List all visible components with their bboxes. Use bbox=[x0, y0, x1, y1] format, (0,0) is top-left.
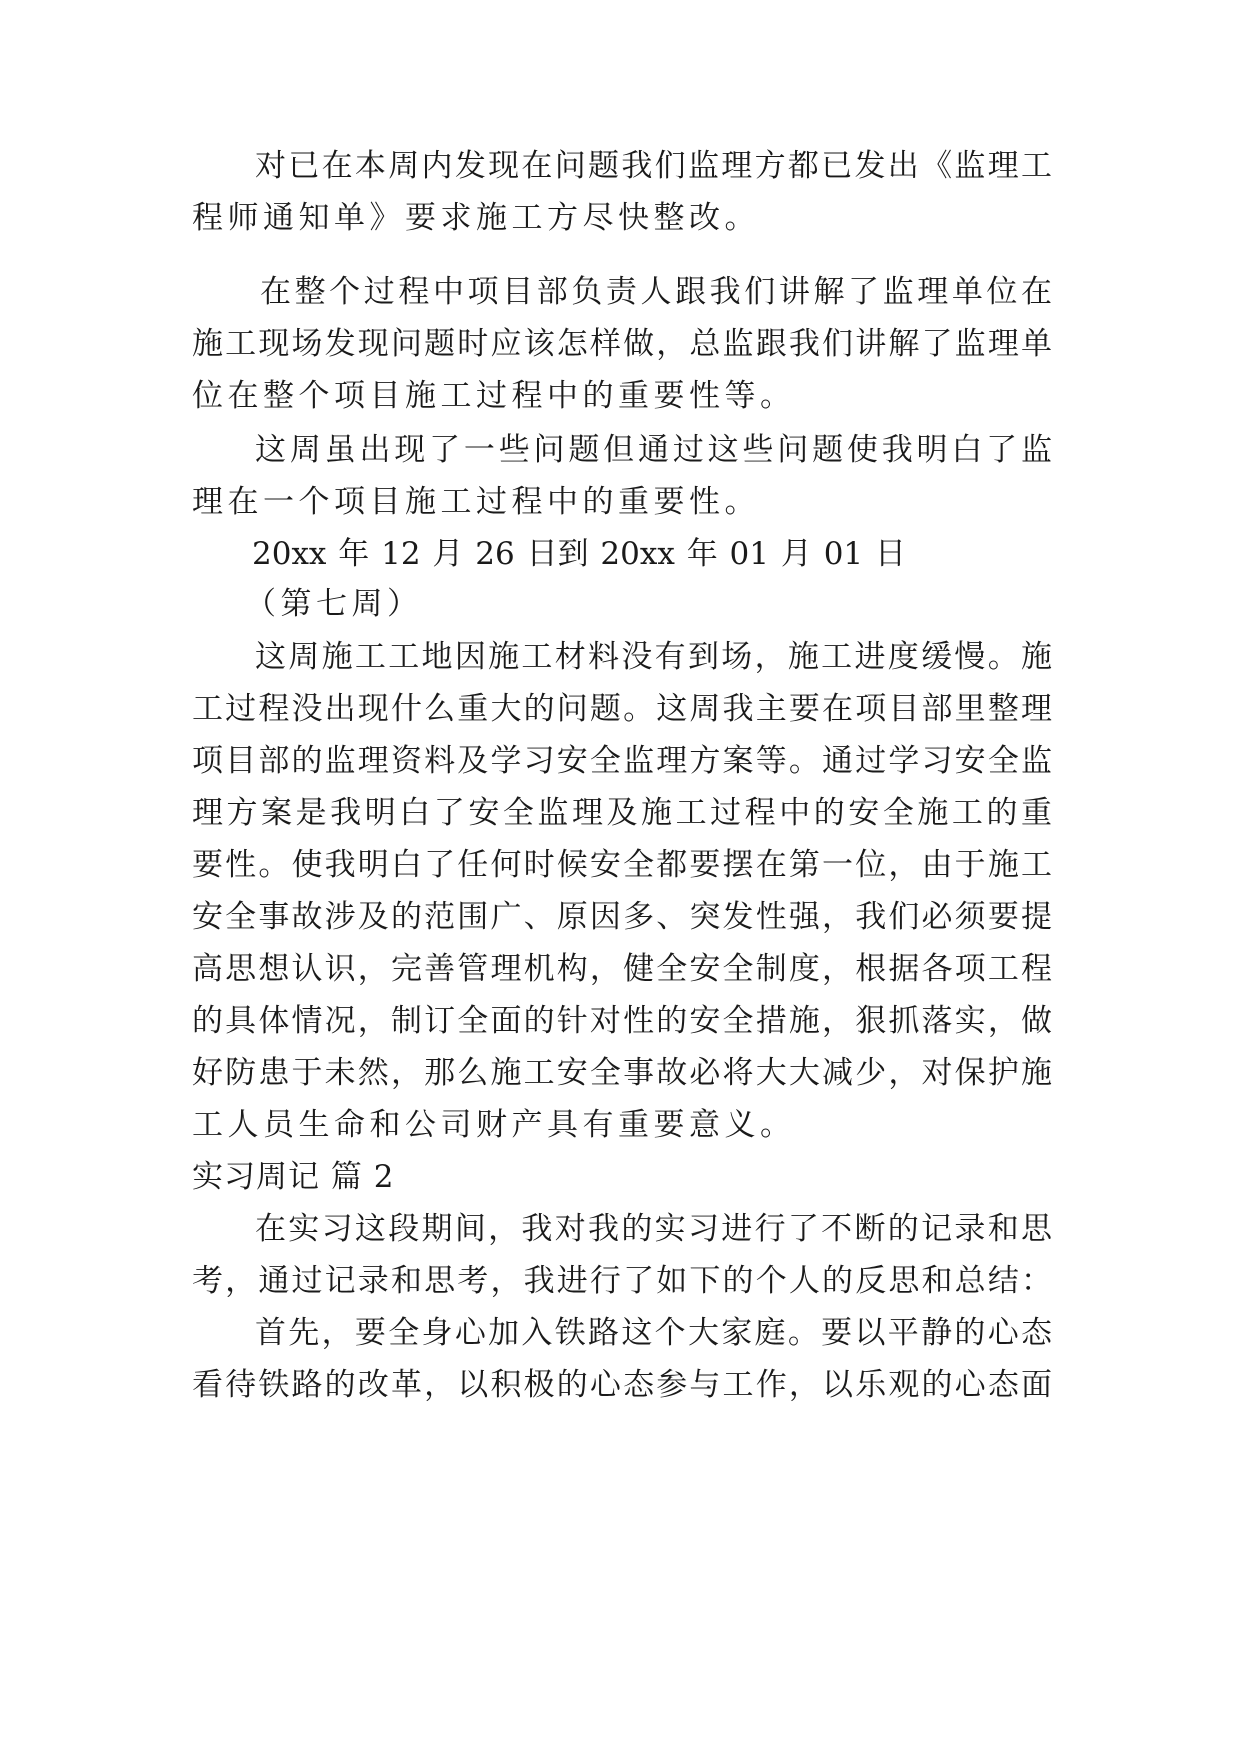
text-line: 高思想认识，完善管理机构，健全安全制度，根据各项工程 bbox=[192, 951, 1052, 987]
text-line: 位在整个项目施工过程中的重要性等。 bbox=[192, 378, 796, 414]
text-line: 在实习这段期间，我对我的实习进行了不断的记录和思 bbox=[255, 1211, 1052, 1247]
section-heading: 实习周记 篇 2 bbox=[192, 1159, 395, 1195]
text-line: 要性。使我明白了任何时候安全都要摆在第一位，由于施工 bbox=[192, 847, 1052, 883]
text-line: 这周虽出现了一些问题但通过这些问题使我明白了监 bbox=[255, 432, 1052, 468]
text-line: 程师通知单》要求施工方尽快整改。 bbox=[192, 200, 760, 236]
text-line: 工过程没出现什么重大的问题。这周我主要在项目部里整理 bbox=[192, 691, 1052, 727]
text-line: 好防患于未然，那么施工安全事故必将大大减少，对保护施 bbox=[192, 1055, 1052, 1091]
text-line: 考，通过记录和思考，我进行了如下的个人的反思和总结： bbox=[192, 1263, 1052, 1299]
week-heading: （第七周） bbox=[245, 586, 423, 622]
text-line: 看待铁路的改革，以积极的心态参与工作，以乐观的心态面 bbox=[192, 1367, 1052, 1403]
text-line: 安全事故涉及的范围广、原因多、突发性强，我们必须要提 bbox=[192, 899, 1052, 935]
text-line: 工人员生命和公司财产具有重要意义。 bbox=[192, 1107, 796, 1143]
text-line: 这周施工工地因施工材料没有到场，施工进度缓慢。施 bbox=[255, 639, 1052, 675]
text-line: 施工现场发现问题时应该怎样做，总监跟我们讲解了监理单 bbox=[192, 326, 1052, 362]
text-line: 的具体情况，制订全面的针对性的安全措施，狠抓落实，做 bbox=[192, 1003, 1052, 1039]
date-range-line: 20xx 年 12 月 26 日到 20xx 年 01 月 01 日 bbox=[252, 536, 907, 572]
text-line: 在整个过程中项目部负责人跟我们讲解了监理单位在 bbox=[260, 274, 1052, 310]
text-line: 理在一个项目施工过程中的重要性。 bbox=[192, 484, 760, 520]
text-line: 对已在本周内发现在问题我们监理方都已发出《监理工 bbox=[255, 148, 1052, 184]
text-line: 首先，要全身心加入铁路这个大家庭。要以平静的心态 bbox=[255, 1315, 1052, 1351]
text-line: 项目部的监理资料及学习安全监理方案等。通过学习安全监 bbox=[192, 743, 1052, 779]
text-line: 理方案是我明白了安全监理及施工过程中的安全施工的重 bbox=[192, 795, 1052, 831]
